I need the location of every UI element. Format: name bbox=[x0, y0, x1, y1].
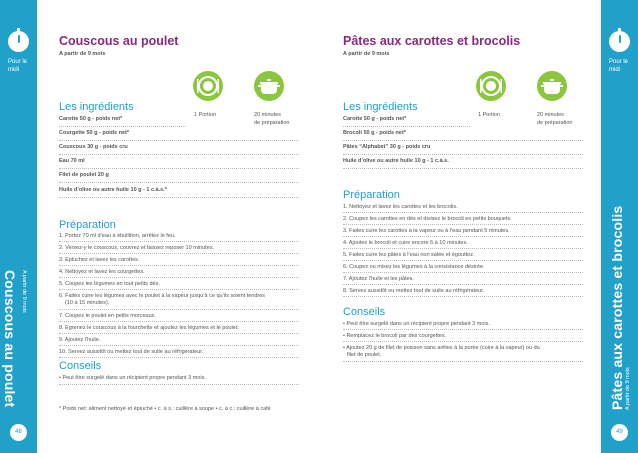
timer-icon bbox=[609, 31, 630, 52]
divider bbox=[343, 140, 583, 141]
left-sidebar bbox=[0, 0, 37, 453]
divider bbox=[59, 277, 299, 278]
timer-icon bbox=[8, 31, 29, 52]
recipe-title: Couscous au poulet bbox=[59, 34, 179, 48]
step-item: 5. Coupez les légumes en tout petits dés. bbox=[59, 281, 160, 287]
divider bbox=[59, 345, 299, 346]
meal-time-label: Pour le midi bbox=[609, 59, 629, 73]
ingredient-item: Carotte 50 g - poids net* bbox=[59, 116, 123, 122]
recipe-age: A partir de 9 mois bbox=[59, 51, 106, 57]
portion-label: 1 Portion bbox=[194, 112, 217, 118]
tip-item: • Peut être surgelé dans un récipient propre pendant 3 mois. bbox=[59, 375, 206, 381]
step-item: 7. Coupez le poulet en petits morceaux. bbox=[59, 313, 156, 319]
divider bbox=[343, 126, 470, 127]
prep-time: 20 minutes bbox=[537, 112, 564, 118]
divider bbox=[59, 154, 299, 155]
divider bbox=[343, 361, 583, 362]
vertical-title-text: Couscous au poulet bbox=[2, 270, 18, 408]
divider bbox=[59, 321, 299, 322]
ingredient-item: Huile d’olive ou autre huile 10 g - 1 c.à.s. bbox=[343, 158, 449, 164]
ingredient-item: Courgette 50 g - poids net* bbox=[59, 130, 129, 136]
divider bbox=[343, 236, 583, 237]
vertical-title-text: Pâtes aux carottes et brocolis bbox=[609, 205, 625, 410]
step-item: 1. Nettoyez et lavez les carottes et les brocolis. bbox=[343, 204, 458, 210]
ingredient-item: Carotte 50 g - poids net* bbox=[343, 116, 407, 122]
step-item: 4. Ajoutez le brocoli et cuire encore 5 à 10 minutes. bbox=[343, 240, 468, 246]
divider bbox=[343, 272, 583, 273]
step-item: 3. Faites cuire les carottes à la vapeur ou à l’eau pendant 5 minutes. bbox=[343, 228, 510, 234]
divider bbox=[59, 357, 299, 358]
step-item: 8. Servez aussitôt ou mettez tout de suite au réfrigérateur. bbox=[343, 288, 485, 294]
vertical-age-text: A partir de 9 mois bbox=[625, 367, 631, 410]
step-item-continued: (10 à 15 minutes). bbox=[65, 300, 110, 306]
ingredient-item: Huile d’olive ou autre huile 10 g - 1 c.à.s.* bbox=[59, 187, 167, 193]
divider bbox=[343, 341, 583, 342]
step-item: 4. Nettoyez et lavez les courgettes. bbox=[59, 269, 145, 275]
divider bbox=[59, 253, 299, 254]
divider bbox=[59, 289, 299, 290]
ingredient-item: Brocoli 50 g - poids net* bbox=[343, 130, 406, 136]
divider bbox=[59, 384, 299, 385]
divider bbox=[343, 296, 583, 297]
tips-heading: Conseils bbox=[59, 360, 102, 372]
meal-time-label: Pour le midi bbox=[8, 59, 28, 73]
divider bbox=[343, 212, 583, 213]
tip-item: • Remplacez le brocoli par des courgettes. bbox=[343, 333, 447, 339]
step-item: 5. Faites cuire les pâtes à l’eau non salée et égouttez. bbox=[343, 252, 475, 258]
divider bbox=[59, 182, 299, 183]
ingredients-heading: Les ingrédients bbox=[59, 101, 134, 113]
ingredient-item: Couscous 30 g - poids cru bbox=[59, 144, 128, 150]
preparation-heading: Préparation bbox=[343, 189, 400, 201]
divider bbox=[343, 248, 583, 249]
vertical-age-text: A partir de 9 mois bbox=[21, 270, 27, 313]
divider bbox=[343, 168, 583, 169]
divider bbox=[59, 333, 299, 334]
tip-item: • Peut être surgelé dans un récipient propre pendant 3 mois. bbox=[343, 321, 490, 327]
divider bbox=[343, 284, 583, 285]
step-item: 8. Egrenez le couscous à la fourchette et ajoutez les légumes et le poulet. bbox=[59, 325, 239, 331]
footnote: * Poids net: aliment nettoyé et épluché • c. à s.: cuillère à soupe • c. à c.: cuillère à café bbox=[59, 406, 271, 412]
ingredient-item: Pâtes “Alphabet” 30 g - poids cru bbox=[343, 144, 431, 150]
right-sidebar bbox=[601, 0, 638, 453]
step-item: 2. Coupez les carottes en dés et divisez le brocoli en petits bouquets. bbox=[343, 216, 512, 222]
preparation-heading: Préparation bbox=[59, 219, 116, 231]
divider bbox=[59, 140, 299, 141]
divider bbox=[343, 224, 583, 225]
page-number: 48 bbox=[10, 424, 27, 441]
step-item: 7. Ajoutez l’huile et les pâtes. bbox=[343, 276, 414, 282]
step-item: 6. Faites cuire les légumes avec le poulet à la vapeur jusqu’à ce qu’ils soient tendres bbox=[59, 293, 266, 299]
recipe-title: Pâtes aux carottes et brocolis bbox=[343, 34, 521, 48]
page-number: 49 bbox=[611, 424, 628, 441]
step-item: 1. Portez 70 ml d’eau à ébullition, arrêtez le feu. bbox=[59, 233, 176, 239]
portion-label: 1 Portion bbox=[478, 112, 501, 118]
divider bbox=[59, 168, 299, 169]
divider bbox=[59, 126, 186, 127]
vertical-title bbox=[0, 270, 27, 408]
vertical-title bbox=[609, 205, 631, 410]
divider bbox=[59, 309, 299, 310]
step-item: 3. Epluchez et lavez les carottes. bbox=[59, 257, 140, 263]
divider bbox=[59, 241, 299, 242]
divider bbox=[343, 260, 583, 261]
divider bbox=[59, 197, 299, 198]
prep-time-label: de préparation bbox=[254, 120, 290, 126]
ingredients-heading: Les ingrédients bbox=[343, 101, 418, 113]
divider bbox=[343, 154, 583, 155]
prep-time-label: de préparation bbox=[537, 120, 573, 126]
tip-item-continued: filet de poulet. bbox=[347, 352, 382, 358]
ingredient-item: Eau 70 ml bbox=[59, 158, 85, 164]
step-item: 2. Versez-y le couscous, couvrez et laissez reposer 10 minutes. bbox=[59, 245, 214, 251]
tip-item: • Ajoutez 20 g de filet de poisson sans arêtes à la purée (cuire à la vapeur) ou du bbox=[343, 345, 540, 351]
ingredient-item: Filet de poulet 20 g bbox=[59, 172, 109, 178]
divider bbox=[343, 329, 583, 330]
pot-icon bbox=[254, 71, 284, 101]
step-item: 10. Servez aussitôt ou mettez tout de suite au réfrigérateur. bbox=[59, 349, 204, 355]
divider bbox=[59, 265, 299, 266]
tips-heading: Conseils bbox=[343, 306, 386, 318]
step-item: 9. Ajoutez l’huile. bbox=[59, 337, 101, 343]
recipe-age: A partir de 9 mois bbox=[343, 51, 390, 57]
step-item: 6. Coupez ou mixez les légumes à la consistance désirée. bbox=[343, 264, 485, 270]
prep-time: 20 minutes bbox=[254, 112, 281, 118]
plate-icon bbox=[476, 71, 506, 101]
plate-icon bbox=[193, 71, 223, 101]
pot-icon bbox=[537, 71, 567, 101]
